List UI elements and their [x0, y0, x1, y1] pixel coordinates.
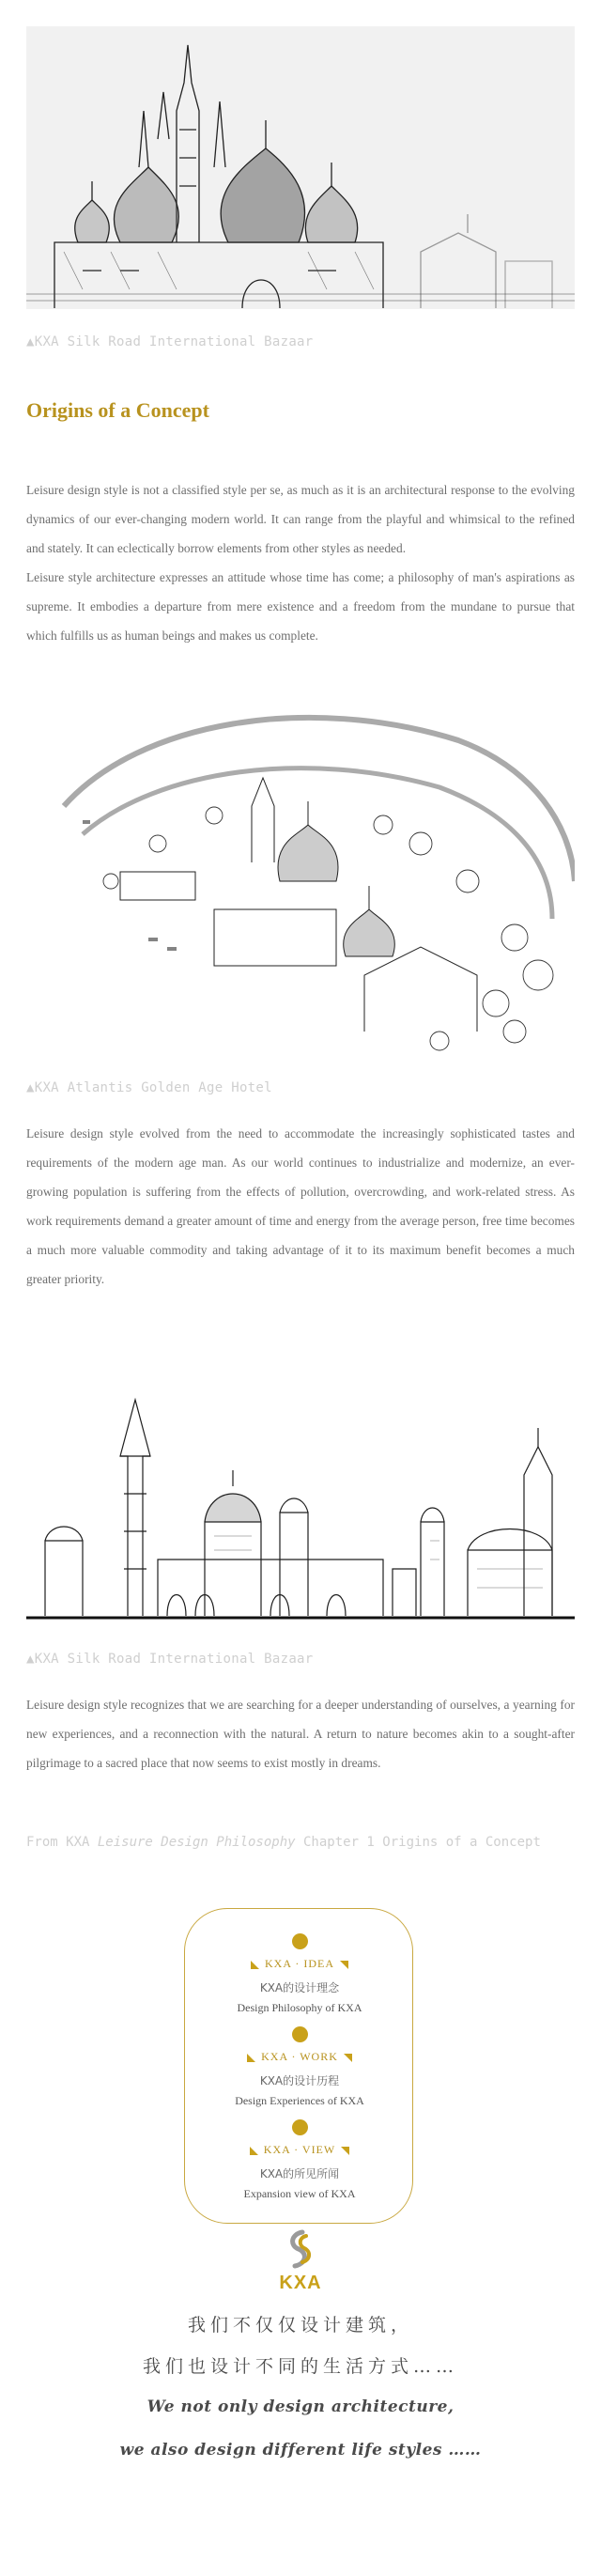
triangle-icon: [247, 2054, 255, 2062]
menu-tag-label: KXA · WORK: [261, 2050, 338, 2063]
source-book-title: Leisure Design Philosophy: [97, 1835, 296, 1850]
slogan-en-line-1: We not only design architecture,: [146, 2398, 455, 2416]
navigation-card: [184, 1908, 413, 2224]
body-paragraph: Leisure design style evolved from the need to accommodate the increasingly sophisticated tastes and requirements of the modern age man. As our world continues to industrialize and modernize, an ever-growing population is suffering from the effects of pollution, overcrowding, and work-related stress. As work requirements demand a greater amount of time and energy from the average person, free time becomes a much more valuable commodity and taking advantage of it to its maximum benefit becomes a much greater priority.: [26, 1126, 575, 1286]
kxa-logo-mark: [282, 2228, 319, 2272]
hotel-sketch-image: [26, 693, 575, 1056]
menu-tag-label: KXA · VIEW: [263, 2143, 336, 2156]
menu-item-cn[interactable]: KXA的设计历程: [259, 2074, 340, 2087]
menu-item-cn[interactable]: KXA的所见所闻: [259, 2167, 340, 2180]
dot-icon: [292, 1933, 308, 1949]
image-caption: ▲KXA Silk Road International Bazaar: [26, 1652, 314, 1667]
triangle-icon: [341, 2147, 349, 2155]
dot-icon: [292, 2026, 308, 2042]
menu-item-en[interactable]: Expansion view of KXA: [243, 2187, 356, 2200]
slogan-en-line-2: we also design different life styles ……: [119, 2441, 482, 2460]
intro-paragraphs: [26, 475, 575, 650]
slogan-cn-line-1: 我们不仅仅设计建筑，: [187, 2315, 413, 2335]
dot-icon: [292, 2119, 308, 2135]
menu-tag-view[interactable]: [185, 2143, 414, 2157]
source-prefix: From KXA: [26, 1835, 98, 1850]
paragraph: Leisure design style is not a classified style per se, as much as it is an architectural response to the evolving dynamics of our ever-changing modern world. It can range from the playful and whimsical to the refined and stately. It can eclectically borrow elements from other styles as needed.: [26, 483, 575, 555]
skyline-sketch-image: [26, 1381, 575, 1625]
triangle-icon: [344, 2054, 352, 2062]
kxa-logo-text: KXA: [279, 2273, 322, 2293]
menu-tag-work[interactable]: [185, 2050, 414, 2064]
slogan-cn-line-2: 我们也设计不同的生活方式……: [142, 2356, 458, 2377]
bazaar-sketch-image: [26, 26, 575, 309]
menu-item-en[interactable]: Design Philosophy of KXA: [237, 2001, 362, 2014]
paragraph: Leisure style architecture expresses an attitude whose time has come; a philosophy of man's aspirations as supreme. It embodies a departure from mere existence and a freedom from the mundane to pursue that which fulfills us as human beings and makes us complete.: [26, 570, 575, 643]
image-caption: ▲KXA Silk Road International Bazaar: [26, 334, 314, 349]
menu-item-en[interactable]: Design Experiences of KXA: [235, 2094, 364, 2107]
menu-tag-label: KXA · IDEA: [265, 1957, 334, 1970]
triangle-icon: [250, 2147, 258, 2155]
triangle-icon: [340, 1961, 348, 1969]
menu-tag-idea[interactable]: [185, 1957, 414, 1971]
image-caption: ▲KXA Atlantis Golden Age Hotel: [26, 1080, 272, 1095]
menu-item-cn[interactable]: KXA的设计理念: [259, 1981, 340, 1994]
body-paragraph: Leisure design style recognizes that we are searching for a deeper understanding of ourselves, a yearning for new experiences, and a reconnection with the natural. A return to nature becomes akin to a sought-after pilgrimage to a sacred place that now seems to exist mostly in dreams.: [26, 1698, 575, 1770]
section-title: Origins of a Concept: [26, 398, 209, 422]
source-suffix: Chapter 1 Origins of a Concept: [295, 1835, 541, 1850]
triangle-icon: [251, 1961, 259, 1969]
source-citation: [26, 1835, 541, 1850]
